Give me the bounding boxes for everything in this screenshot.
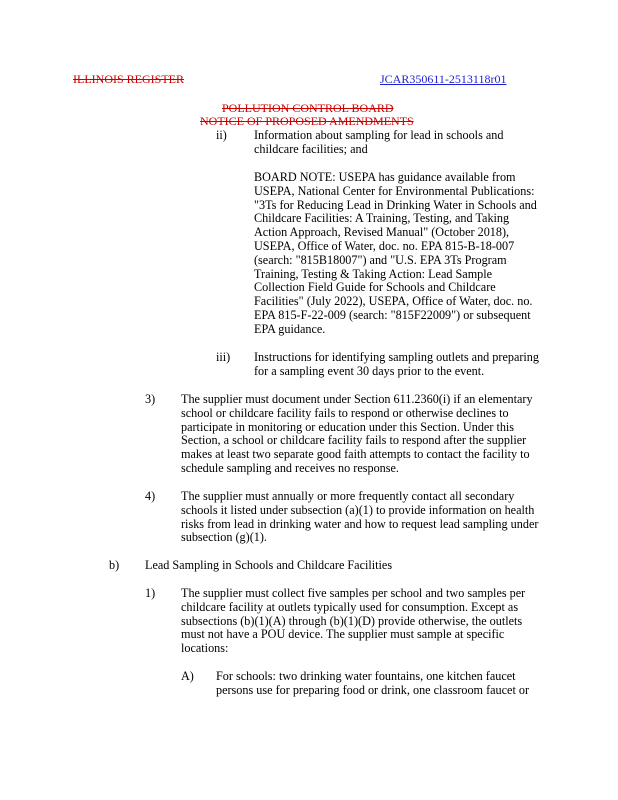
subpara-A-text — [216, 670, 529, 698]
item-ii-line: Information about sampling for lead in schools and — [254, 128, 504, 142]
item-iii-marker: iii) — [216, 350, 231, 364]
para-b1-line: locations: — [181, 641, 229, 656]
board-note-line: USEPA, National Center for Environmental Publications: — [254, 183, 535, 198]
board-note-line: Action Approach, Revised Manual" (October 2018), — [254, 225, 510, 240]
item-iii-text — [254, 351, 539, 379]
section-b-marker: b) — [109, 558, 120, 572]
para-4-line: subsection (g)(1). — [181, 530, 267, 545]
board-header: POLLUTION CONTROL BOARD — [222, 101, 394, 115]
para-3-line: schedule sampling and receives no response. — [181, 460, 399, 475]
subpara-A-marker: A) — [181, 669, 194, 683]
board-note-line: EPA guidance. — [254, 321, 326, 336]
board-note-line: Collection Field Guide for Schools and Childcare — [254, 280, 496, 295]
para-3-line: participate in monitoring or education under this Section. Under this — [181, 419, 515, 434]
register-header: ILLINOIS REGISTER — [73, 72, 184, 86]
para-4-text — [181, 490, 538, 545]
para-3-line: Section, a school or childcare facility fails to respond after the supplier — [181, 433, 527, 448]
subpara-A-line: persons use for preparing food or drink, one classroom faucet or — [216, 682, 530, 697]
para-b1-line: childcare facility at outlets typically used for consumption. Except as — [181, 599, 519, 614]
para-b1-text — [181, 587, 525, 656]
para-3-line: The supplier must document under Section 611.2360(i) if an elementary — [181, 392, 533, 406]
para-4-line: The supplier must annually or more frequently contact all secondary — [181, 489, 515, 503]
section-b-heading: Lead Sampling in Schools and Childcare Facilities — [145, 558, 393, 572]
board-note-line: BOARD NOTE: USEPA has guidance available from — [254, 170, 516, 184]
para-4-line: risks from lead in drinking water and how to request lead sampling under — [181, 516, 539, 531]
para-3-marker: 3) — [145, 392, 156, 406]
board-note-line: Childcare Facilities: A Training, Testing, and Taking — [254, 211, 510, 226]
jcar-header[interactable]: JCAR350611-2513118r01 — [380, 72, 507, 86]
para-b1-line: subsections (b)(1)(A) through (b)(1)(D) provide otherwise, the outlets — [181, 613, 523, 628]
para-b1-line: The supplier must collect five samples per school and two samples per — [181, 586, 526, 600]
para-3-line: makes at least two separate good faith attempts to contact the facility to — [181, 447, 530, 462]
item-iii-line: for a sampling event 30 days prior to the event. — [254, 363, 485, 378]
item-ii-text — [254, 129, 503, 157]
para-3-text — [181, 393, 533, 476]
para-b1-marker: 1) — [145, 586, 156, 600]
para-b1-line: must not have a POU device. The supplier must sample at specific — [181, 627, 505, 642]
board-note-line: USEPA, Office of Water, doc. no. EPA 815-B-18-007 — [254, 238, 515, 253]
board-note-line: Training, Testing & Taking Action: Lead Sample — [254, 266, 493, 281]
para-3-line: school or childcare facility fails to respond or otherwise declines to — [181, 405, 509, 420]
board-note-line: (search: "815B18007") and "U.S. EPA 3Ts Program — [254, 252, 507, 267]
para-4-line: schools it listed under subsection (a)(1) to provide information on health — [181, 502, 535, 517]
subpara-A-line: For schools: two drinking water fountains, one kitchen faucet — [216, 669, 516, 683]
notice-header: NOTICE OF PROPOSED AMENDMENTS — [200, 114, 414, 128]
board-note — [254, 171, 537, 337]
board-note-line: EPA 815-F-22-009 (search: "815F22009") or subsequent — [254, 307, 531, 322]
board-note-line: "3Ts for Reducing Lead in Drinking Water in Schools and — [254, 197, 537, 212]
item-iii-line: Instructions for identifying sampling outlets and preparing — [254, 350, 539, 364]
item-ii-marker: ii) — [216, 128, 227, 142]
para-4-marker: 4) — [145, 489, 156, 503]
board-note-line: Facilities" (July 2022), USEPA, Office of Water, doc. no. — [254, 294, 533, 309]
item-ii-line: childcare facilities; and — [254, 141, 368, 156]
